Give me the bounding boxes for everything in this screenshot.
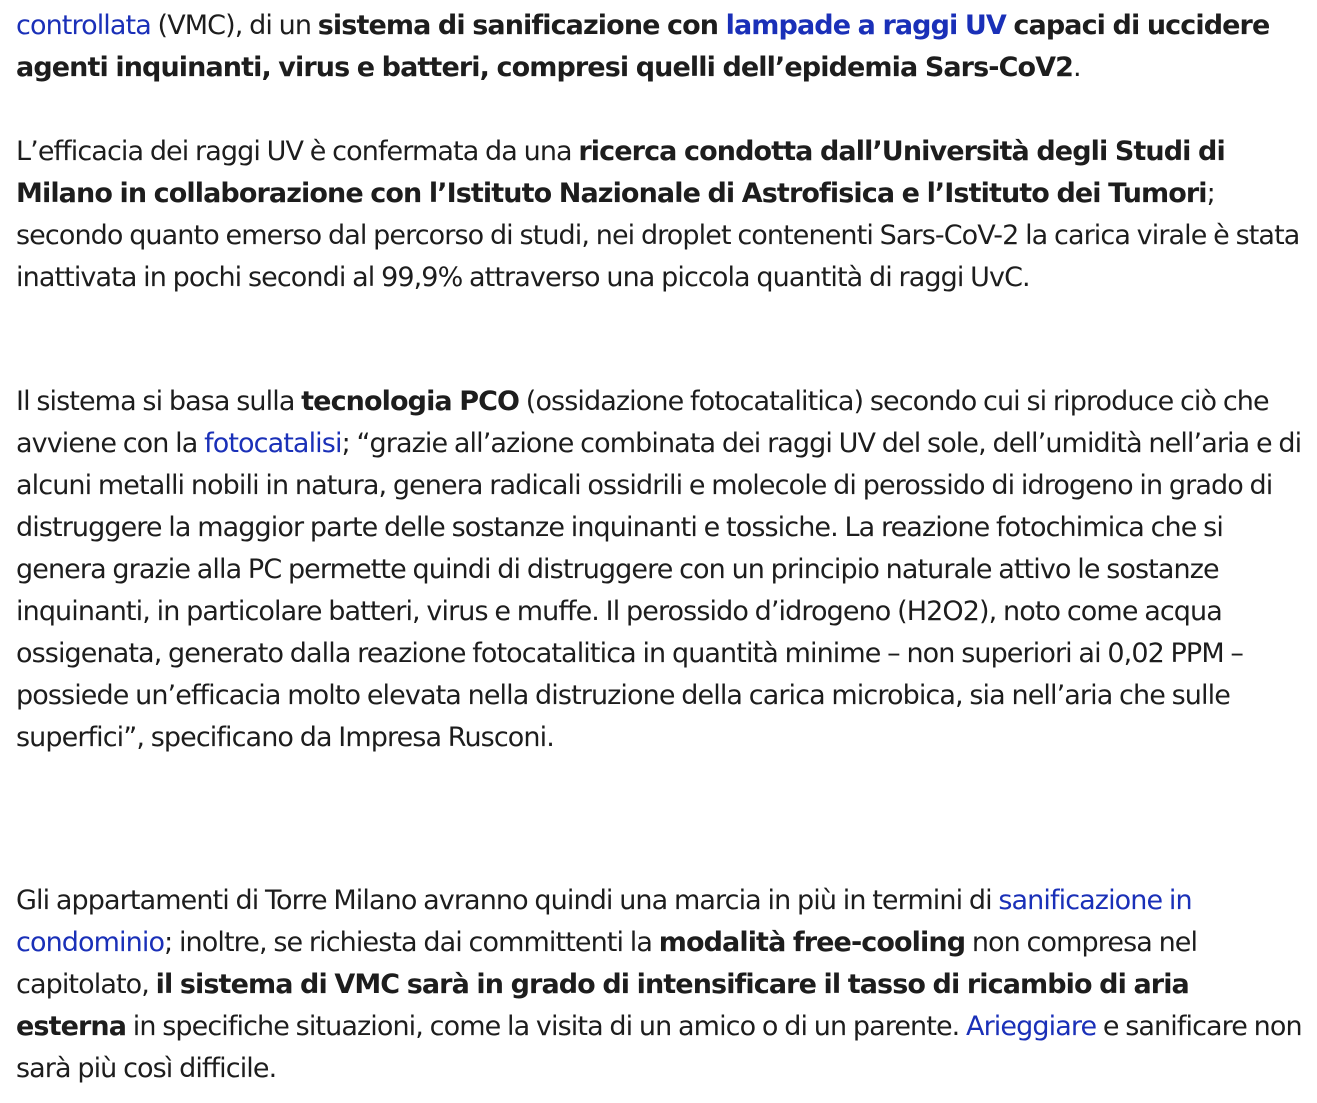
bold-span: ricerca condotta dall’Università degli Studi di Milano in collaborazione con l’Istituto Nazionale di Astrofisica e l’Istituto dei Tumori — [16, 136, 1225, 209]
text-span: Il sistema si basa sulla — [16, 386, 302, 417]
text-span: ; “grazie all’azione combinata dei raggi UV del sole, dell’umidità nell’aria e di alcuni metalli nobili in natura, genera radicali ossidrili e molecole di perossido di idrogeno in grado di distruggere la maggior parte delle sostanze inquinanti e tossiche. La reazione fotochimica che si genera grazie alla PC permette quindi di distruggere con un principio naturale attivo le sostanze inquinanti, in particolare batteri, virus e muffe. Il perossido d’idrogeno (H2O2), noto come acqua ossigenata, generato dalla reazione fotocatalitica in quantità minime – non superiori ai 0,02 PPM – possiede un’efficacia molto elevata nella distruzione della carica microbica, sia nell’aria che sulle superfici”, specificano da Impresa Rusconi. — [16, 428, 1302, 753]
paragraph-torre-milano — [16, 880, 1306, 1090]
link-lampade-uv[interactable] — [726, 10, 1006, 41]
paragraph-tecnologia-pco — [16, 381, 1306, 759]
bold-span: modalità free-cooling — [658, 927, 966, 958]
link-fotocatalisi[interactable]: fotocatalisi — [204, 428, 342, 459]
text-span: in specifiche situazioni, come la visita di un amico o di un parente. — [126, 1011, 967, 1042]
link-arieggiare[interactable]: Arieggiare — [966, 1011, 1097, 1042]
text-span: Gli appartamenti di Torre Milano avranno quindi una marcia in più in termini di — [16, 885, 999, 916]
text-span: e sanificare non sarà più così difficile. — [16, 1011, 1302, 1084]
paragraph-vmc-uv — [16, 5, 1306, 89]
paragraph-efficacia-uv — [16, 131, 1306, 299]
text-span: non compresa nel capitolato, — [16, 927, 1198, 1000]
text-span: (ossidazione fotocatalitica) secondo cui si riproduce ciò che avviene con la — [16, 386, 1269, 459]
link-controllata[interactable]: controllata — [16, 10, 151, 41]
text-span: L’efficacia dei raggi UV è confermata da una — [16, 136, 579, 167]
bold-span: il sistema di VMC sarà in grado di intensificare il tasso di ricambio di aria esterna — [16, 969, 1189, 1042]
link-label: lampade a raggi UV — [725, 10, 1006, 41]
bold-span: tecnologia PCO — [301, 386, 520, 417]
bold-span: capaci di uccidere agenti inquinanti, virus e batteri, compresi quelli dell’epidemia Sars-CoV2 — [16, 10, 1270, 83]
link-sanificazione-condominio[interactable]: sanificazione in condominio — [16, 885, 1192, 958]
text-span: ; inoltre, se richiesta dai committenti la — [164, 927, 659, 958]
bold-span: sistema di sanificazione con — [317, 10, 726, 41]
text-span: . — [1073, 52, 1081, 83]
text-span: (VMC), di un — [150, 10, 318, 41]
text-span: ; secondo quanto emerso dal percorso di studi, nei droplet contenenti Sars-CoV-2 la carica virale è stata inattivata in pochi secondi al 99,9% attraverso una piccola quantità di raggi UvC. — [16, 178, 1300, 293]
